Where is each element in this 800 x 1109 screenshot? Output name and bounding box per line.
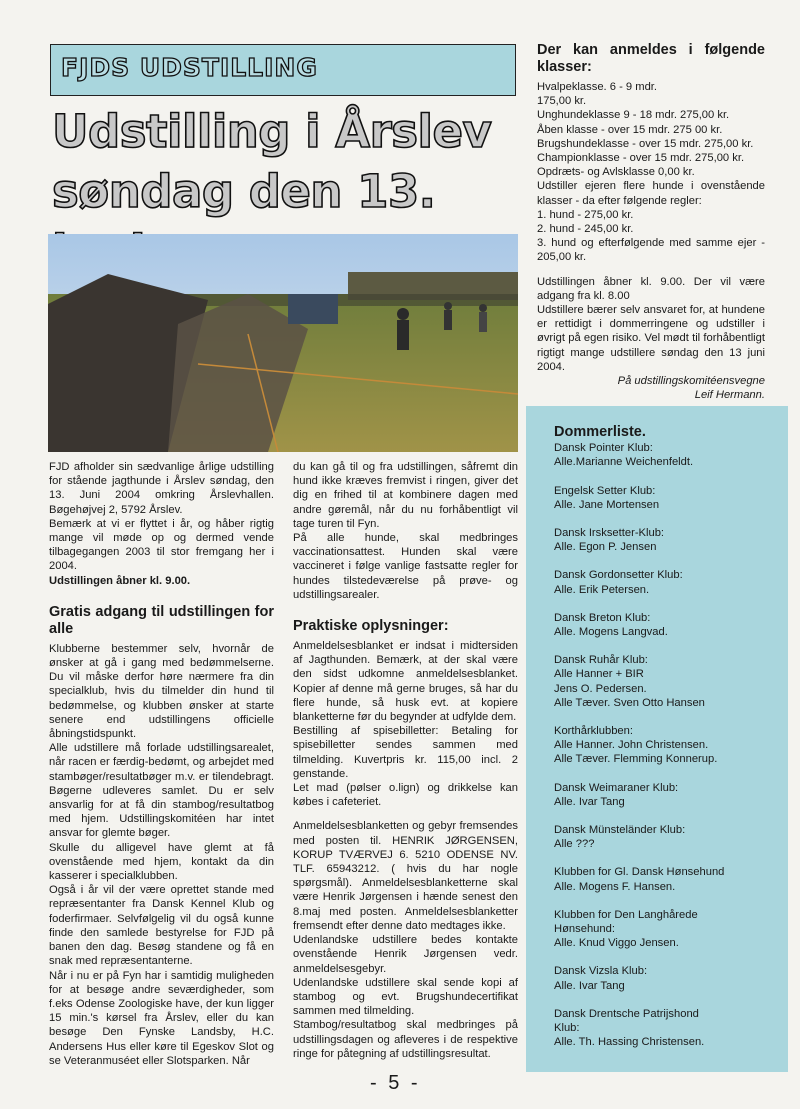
judge-line: Alle. Jane Mortensen <box>554 498 660 511</box>
club-name: Dansk Breton Klub: <box>554 611 651 624</box>
club-name: Dansk Ruhår Klub: <box>554 654 648 667</box>
body-paragraph: Også i år vil der være oprettet stande med repræsentanter fra Dansk Kennel Klub og foderfirmaer. Selvfølgelig vil du også kunne finde den samlede bestyrelse for FJD på banen den dag. Besøg standene og få en snak med repræsentanterne. <box>49 884 274 968</box>
club-name: Dansk Vizsla Klub: <box>554 965 648 978</box>
section-heading: Gratis adgang til udstillingen for alle <box>49 603 274 637</box>
body-paragraph: Udenlandske udstillere bedes kontakte ovenstående Henrik Jørgensen vedr. anmeldelsesgebyr. <box>293 934 518 975</box>
judge-line: Alle Tæver. Sven Otto Hansen <box>554 696 705 709</box>
left-column <box>49 460 274 1068</box>
judge-entry <box>554 724 774 767</box>
class-line: 2. hund - 245,00 kr. <box>537 223 634 236</box>
class-line: Hvalpeklasse. 6 - 9 mdr. <box>537 81 658 93</box>
judge-entry <box>554 568 774 596</box>
judge-entry <box>554 611 774 639</box>
intro-paragraph: Bemærk at vi er flyttet i år, og håber rigtig mange vil møde op og dermed vende tilbagegangen 2003 til stor fremgang her i 2004. <box>49 517 274 573</box>
judge-entry <box>554 908 774 951</box>
class-line: 1. hund - 275,00 kr. <box>537 208 634 221</box>
judge-line: Alle. Knud Viggo Jensen. <box>554 937 679 950</box>
judge-line: Hønsehund: <box>554 923 615 936</box>
right-column <box>537 42 765 402</box>
club-name: Engelsk Setter Klub: <box>554 484 656 497</box>
judge-line: Alle.Marianne Weichenfeldt. <box>554 456 694 469</box>
judge-line: Alle Tæver. Flemming Konnerup. <box>554 753 718 766</box>
intro-paragraph: FJD afholder sin sædvanlige årlige udstilling for stående jagthunde i Årslev søndag, den 13. Juni 2004 omkring Årslevhallen. Bøgehøjvej 2, 5792 Årslev. <box>49 461 274 516</box>
club-name: Klubben for Gl. Dansk Hønsehund <box>554 866 725 879</box>
body-paragraph: Stambog/resultatbog skal medbringes på udstillingsdagen og afleveres i de respektive ringe for påtegning af udstillingsresultat. <box>293 1019 518 1060</box>
section-banner <box>50 44 516 96</box>
judge-line: Alle ??? <box>554 838 595 851</box>
judges-title: Dommerliste. <box>554 424 646 440</box>
judge-entry <box>554 526 774 554</box>
club-name: Dansk Münsteländer Klub: <box>554 824 686 837</box>
judge-entry <box>554 484 774 512</box>
judge-line: Alle. Ivar Tang <box>554 979 625 992</box>
opening-time: Udstillingen åbner kl. 9.00. <box>49 574 191 587</box>
club-name: Korthårklubben: <box>554 725 633 738</box>
classes-heading: Der kan anmeldes i følgende klasser: <box>537 42 765 75</box>
club-name: Dansk Irsksetter-Klub: <box>554 527 665 540</box>
class-line: 3. hund og efterfølgende med samme ejer - 205,00 kr. <box>537 237 765 264</box>
class-line: Unghundeklasse 9 - 18 mdr. 275,00 kr. <box>537 109 730 122</box>
judge-line: Alle. Ivar Tang <box>554 795 625 808</box>
headline-line-2: søndag den 13. <box>52 165 436 218</box>
body-paragraph: Udstillere bærer selv ansvaret for, at hundene er rettidigt i dommerringene og udstiller i øvrigt på egen risiko. Vel mødt til forhåbentligt rigtigt mange udstillere søndag den 13 juni 2004. <box>537 304 765 373</box>
judges-list <box>554 425 774 1064</box>
judge-line: Alle. Egon P. Jensen <box>554 541 657 554</box>
judge-line: Alle. Th. Hassing Christensen. <box>554 1036 705 1049</box>
club-name: Klubben for Den Langhårede <box>554 908 698 921</box>
judge-line: Alle. Mogens Langvad. <box>554 626 668 639</box>
judge-entry <box>554 441 774 469</box>
class-line: Championklasse - over 15 mdr. 275,00 kr. <box>537 152 745 165</box>
body-paragraph: Udenlandske udstillere skal sende kopi af stambog og evt. Brugshundecertifikat sammen med tilmelding. <box>293 976 518 1018</box>
body-paragraph: du kan gå til og fra udstillingen, såfremt din hund ikke kræves fremvist i ringen, giver det dig en frihed til at kombinere dagen med andre gøremål, når du nu forhåbentligt vil tage turen til Fyn. <box>293 461 518 530</box>
judge-line: Alle Hanner + BIR <box>554 668 644 681</box>
body-paragraph: Skulle du alligevel have glemt at få ovenstående med hjem, kontakt da din kasserer i specialklubben. <box>49 841 274 883</box>
signature-name: Leif Hermann. <box>694 389 765 402</box>
class-line: 175,00 kr. <box>537 95 587 108</box>
body-paragraph: Når i nu er på Fyn har i samtidig muligheden for at besøge andre seværdigheder, som f.eks Odense Zoologiske have, der kun ligger 15 min.'s kørsel fra Årslev, eller du kan besøge Den Fynske Landsby, H.C. Andersens Hus eller køre til Egeskov Slot og se Veteranmuséet eller Slotsparken. Når <box>49 969 274 1067</box>
club-name: Dansk Pointer Klub: <box>554 442 653 455</box>
page-number: - 5 - <box>370 1072 421 1094</box>
judge-line: Alle. Erik Petersen. <box>554 583 650 596</box>
club-name: Dansk Drentsche Patrijshond <box>554 1007 699 1020</box>
judge-entry <box>554 1007 774 1050</box>
judge-line: Alle. Mogens F. Hansen. <box>554 880 676 893</box>
banner-title: FJDS UDSTILLING <box>61 53 318 82</box>
judge-entry <box>554 653 774 710</box>
class-line: Opdræts- og Avlsklasse 0,00 kr. <box>537 166 695 179</box>
section-heading: Praktiske oplysninger: <box>293 618 449 635</box>
body-paragraph: Alle udstillere må forlade udstillingsarealet, når racen er færdig-bedømt, og arbejdet med stambøger/resultatbøger m.v. er tilendebragt. Bøgerne udleveres samlet. Du er selv ansvarlig for at få din stambog/resultatbog med hjem. Udstillingskomitéen har intet ansvar for glemte bøger. <box>49 742 274 840</box>
judge-entry <box>554 823 774 851</box>
body-paragraph: Anmeldelsesblanket er indsat i midtersiden af Jagthunden. Bemærk, at der skal være den sidst udkomne anmeldelsesblanket. Kopier af denne må gerne bruges, så har du flere hunde, så husk evt. at kopiere blanketterne før du begynder at udfylde dem. <box>293 640 518 724</box>
class-line: Åben klasse - over 15 mdr. 275 00 kr. <box>537 123 723 136</box>
judge-entry <box>554 781 774 809</box>
dog-show-photo <box>48 234 518 452</box>
club-name: Dansk Gordonsetter Klub: <box>554 569 683 582</box>
body-paragraph: Bestilling af spisebilletter: Betaling for spisebilletter sendes sammen med tilmelding. Kuvertpris kr. 115,00 incl. 2 genstande. <box>293 725 518 780</box>
club-name: Dansk Weimaraner Klub: <box>554 781 679 794</box>
judge-entry <box>554 865 774 893</box>
signature-line: På udstillingskomitéensvegne <box>617 375 765 388</box>
body-paragraph: Udstillingen åbner kl. 9.00. Der vil være adgang fra kl. 8.00 <box>537 275 765 302</box>
judge-line: Klub: <box>554 1022 580 1035</box>
middle-column <box>293 460 518 1061</box>
body-paragraph: Anmeldelsesblanketten og gebyr fremsendes med posten til. HENRIK JØRGENSEN, KORUP TVÆRVEJ 6. 5210 ODENSE NV. TLF. 65943212. ( hvis du har nogle spørgsmål). Anmeldelsesblanketterne skal være Henrik Jørgensen i hænde senest den 8.maj med posten. Anmeldelsesblanketter fremsendt efter denne dato medtages ikke. <box>293 820 518 932</box>
body-paragraph: På alle hunde, skal medbringes vaccinationsattest. Hunden skal være vaccineret i følge vanlige fastsatte regler for hundes tilstedeværelse på prøve- og udstillingsarealer. <box>293 532 518 601</box>
headline-line-1: Udstilling i Årslev <box>52 105 492 158</box>
body-paragraph: Klubberne bestemmer selv, hvornår de ønsker at gå i gang med bedømmelserne. Du vil måske derfor høre nærmere fra din specialklub, hvis du tilmelder din hund til bedømmelse, og klubben ønsker at starte senere end udstillingens officielle åbningstidspunkt. <box>49 642 274 741</box>
judge-entry <box>554 964 774 992</box>
judge-line: Alle Hanner. John Christensen. <box>554 739 709 752</box>
judge-line: Jens O. Pedersen. <box>554 682 647 695</box>
class-line: Brugshundeklasse - over 15 mdr. 275,00 kr. <box>537 137 754 150</box>
class-line: Udstiller ejeren flere hunde i ovenstående klasser - da efter følgende regler: <box>537 180 765 207</box>
body-paragraph: Let mad (pølser o.lign) og drikkelse kan købes i cafeteriet. <box>293 782 518 809</box>
